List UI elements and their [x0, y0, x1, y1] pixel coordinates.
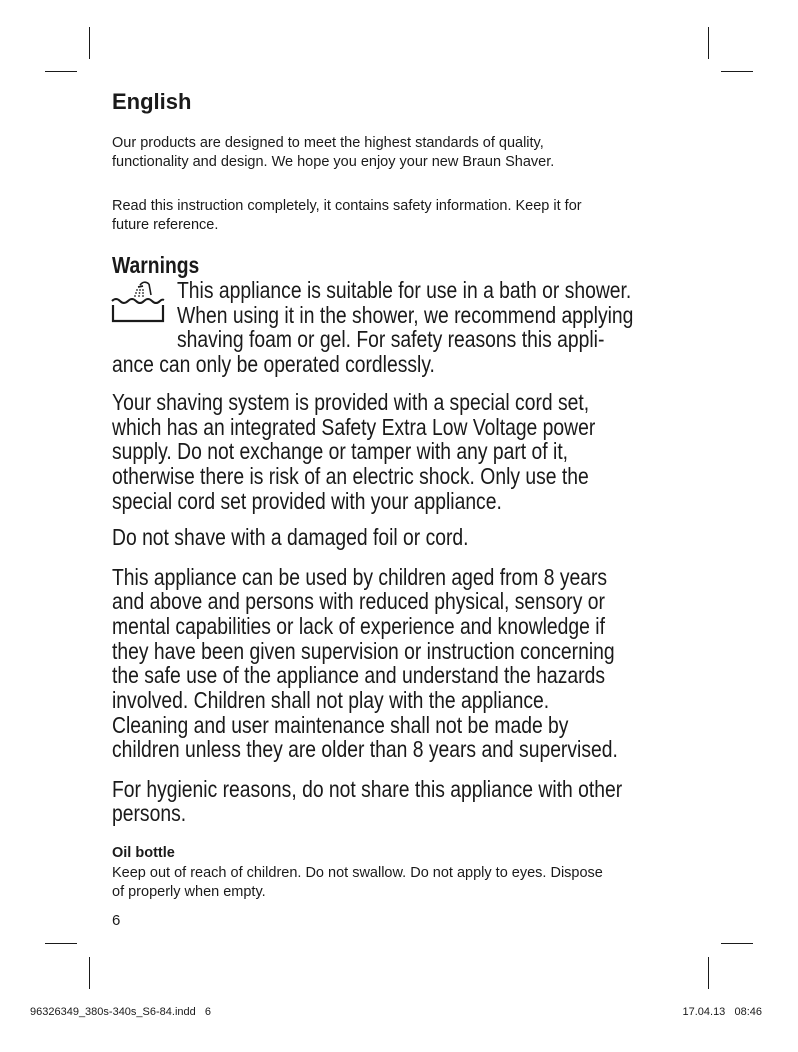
warning-line: When using it in the shower, we recommend applying [177, 302, 634, 328]
warning-line: the safe use of the appliance and understand the hazards [112, 662, 606, 688]
warning-line: supply. Do not exchange or tamper with any part of it, [112, 438, 569, 464]
warning-line: special cord set provided with your appliance. [112, 488, 502, 514]
crop-mark [708, 957, 709, 989]
warning-line: mental capabilities or lack of experience and knowledge if [112, 613, 605, 639]
warning-line: and above and persons with reduced physical, sensory or [112, 588, 605, 614]
warnings-title: Warnings [112, 252, 200, 278]
intro-line: future reference. [112, 217, 219, 233]
print-date-time: 17.04.13 08:46 [682, 1006, 762, 1018]
oil-bottle-title: Oil bottle [112, 845, 175, 861]
warning-line: ance can only be operated cordlessly. [112, 351, 435, 377]
warning-line: involved. Children shall not play with the appliance. [112, 687, 550, 713]
warning-line: This appliance is suitable for use in a bath or shower. [177, 277, 632, 303]
warning-line: Do not shave with a damaged foil or cord. [112, 524, 469, 550]
file-slug: 96326349_380s-340s_S6-84.indd 6 [30, 1006, 212, 1018]
crop-mark [45, 71, 77, 72]
warning-line: shaving foam or gel. For safety reasons this appli- [177, 326, 605, 352]
crop-mark [45, 943, 77, 944]
warning-line: children unless they are older than 8 years and supervised. [112, 736, 618, 762]
page-title: English [112, 89, 192, 114]
warning-line: otherwise there is risk of an electric shock. Only use the [112, 463, 589, 489]
intro-line: Our products are designed to meet the highest standards of quality, [112, 135, 544, 151]
crop-mark [721, 943, 753, 944]
warning-line: they have been given supervision or instruction concerning [112, 638, 615, 664]
intro-line: Read this instruction completely, it contains safety information. Keep it for [112, 198, 582, 214]
warning-line: For hygienic reasons, do not share this appliance with other [112, 776, 623, 802]
oil-bottle-line: Keep out of reach of children. Do not swallow. Do not apply to eyes. Dispose [112, 865, 603, 881]
intro-line: functionality and design. We hope you enjoy your new Braun Shaver. [112, 154, 555, 170]
oil-bottle-line: of properly when empty. [112, 884, 266, 900]
shower-bath-icon [110, 279, 166, 323]
warning-line: which has an integrated Safety Extra Low Voltage power [112, 414, 596, 440]
page-number: 6 [112, 912, 121, 929]
crop-mark [708, 27, 709, 59]
warning-line: This appliance can be used by children aged from 8 years [112, 564, 608, 590]
warning-line: Your shaving system is provided with a special cord set, [112, 389, 590, 415]
crop-mark [89, 27, 90, 59]
crop-mark [721, 71, 753, 72]
crop-mark [89, 957, 90, 989]
warning-line: Cleaning and user maintenance shall not be made by [112, 712, 569, 738]
warning-line: persons. [112, 800, 187, 826]
